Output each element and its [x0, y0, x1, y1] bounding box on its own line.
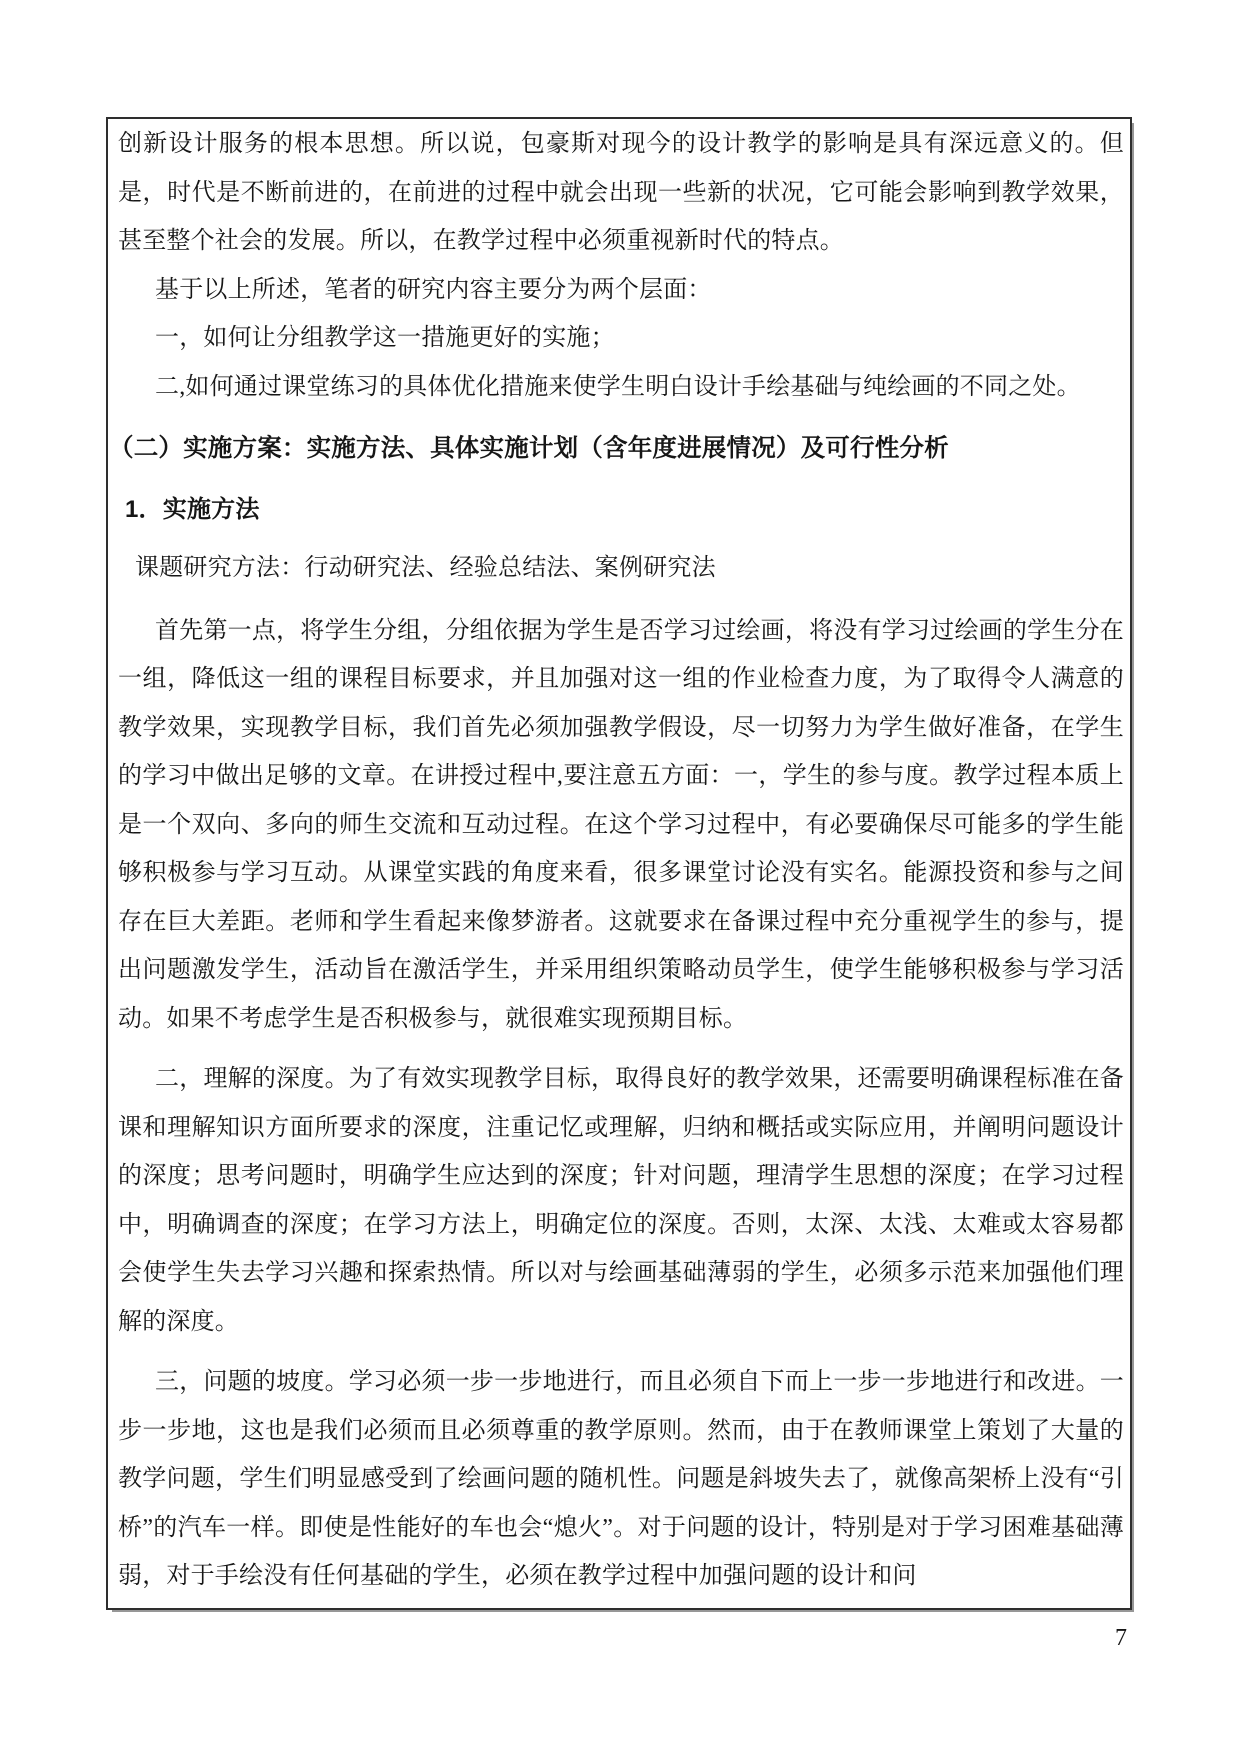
list-item-two: 二,如何通过课堂练习的具体优化措施来使学生明白设计手绘基础与纯绘画的不同之处。: [155, 373, 1081, 400]
page-number: 7: [1115, 1625, 1127, 1651]
section-heading-implementation-plan: （二）实施方案：实施方法、具体实施计划（含年度进展情况）及可行性分析: [109, 435, 949, 462]
paragraph-second-point: 二，理解的深度。为了有效实现教学目标，取得良好的教学效果，还需要明确课程标准在备课和理解知识方面所要求的深度，注重记忆或理解，归纳和概括或实际应用，并阐明问题设计的深度；思考问题时，明确学生应达到的深度；针对问题，理清学生思想的深度；在学习过程中，明确调查的深度；在学习方法上，明确定位的深度。否则，太深、太浅、太难或太容易都会使学生失去学习兴趣和探索热情。所以对与绘画基础薄弱的学生，必须多示范来加强他们理解的深度。: [118, 1066, 1124, 1335]
paragraph-first-point: 首先第一点，将学生分组，分组依据为学生是否学习过绘画，将没有学习过绘画的学生分在一组，降低这一组的课程目标要求，并且加强对这一组的作业检查力度，为了取得令人满意的教学效果，实现教学目标，我们首先必须加强教学假设，尽一切努力为学生做好准备，在学生的学习中做出足够的文章。在讲授过程中,要注意五方面：一，学生的参与度。教学过程本质上是一个双向、多向的师生交流和互动过程。在这个学习过程中，有必要确保尽可能多的学生能够积极参与学习互动。从课堂实践的角度来看，很多课堂讨论没有实名。能源投资和参与之间存在巨大差距。老师和学生看起来像梦游者。这就要求在备课过程中充分重视学生的参与，提出问题激发学生，活动旨在激活学生，并采用组织策略动员学生，使学生能够积极参与学习活动。如果不考虑学生是否积极参与，就很难实现预期目标。: [118, 617, 1124, 1032]
paragraph-research-methods: 课题研究方法：行动研究法、经验总结法、案例研究法: [135, 555, 716, 581]
paragraph-basis: 基于以上所述，笔者的研究内容主要分为两个层面：: [155, 276, 712, 303]
list-item-one: 一，如何让分组教学这一措施更好的实施；: [155, 325, 615, 351]
bordered-text-panel: [106, 117, 1132, 1610]
paragraph-continuation: 创新设计服务的根本思想。所以说，包豪斯对现今的设计教学的影响是具有深远意义的。但是，时代是不断前进的，在前进的过程中就会出现一些新的状况，它可能会影响到教学效果，甚至整个社会的发展。所以，在教学过程中必须重视新时代的特点。: [118, 131, 1124, 254]
paragraph-third-point: 三，问题的坡度。学习必须一步一步地进行，而且必须自下而上一步一步地进行和改进。一步一步地，这也是我们必须而且必须尊重的教学原则。然而，由于在教师课堂上策划了大量的教学问题，学生们明显感受到了绘画问题的随机性。问题是斜坡失去了，就像高架桥上没有“引桥”的汽车一样。即使是性能好的车也会“熄火”。对于问题的设计，特别是对于学习困难基础薄弱，对于手绘没有任何基础的学生，必须在教学过程中加强问题的设计和问: [118, 1369, 1124, 1589]
subsection-heading-implementation-method: 1．实施方法: [125, 495, 260, 523]
